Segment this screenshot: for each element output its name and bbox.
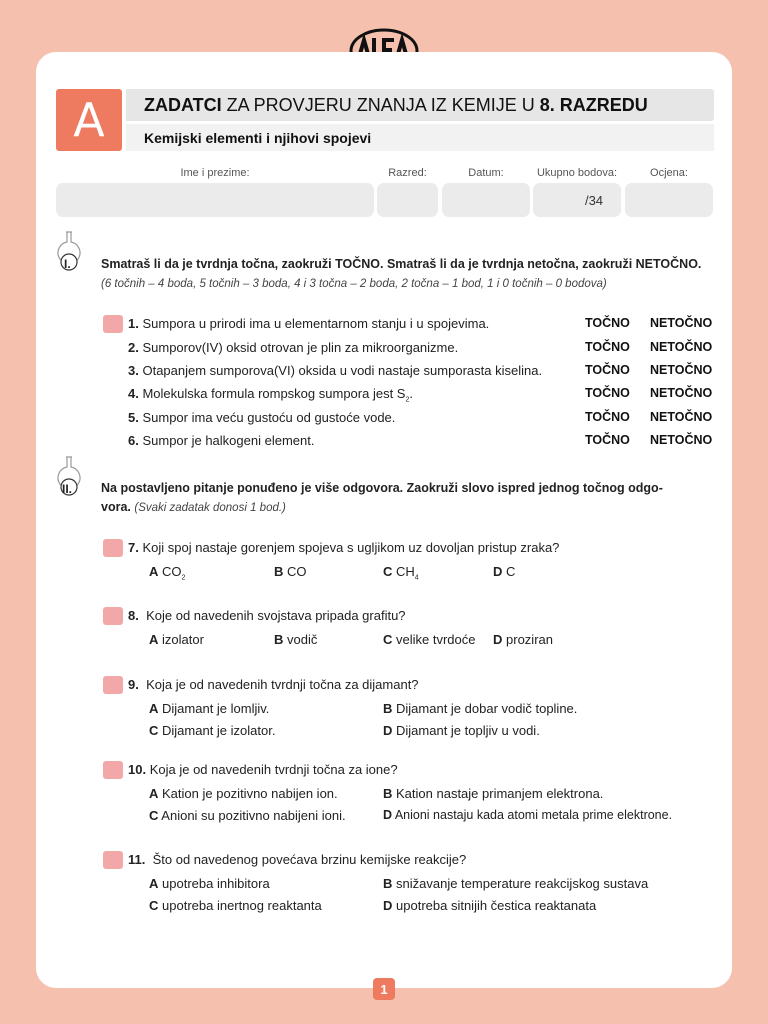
points-box[interactable]: [103, 851, 123, 869]
option-a[interactable]: A Dijamant je lomljiv.: [149, 701, 270, 716]
option-a[interactable]: A upotreba inhibitora: [149, 876, 270, 891]
page-subtitle: Kemijski elementi i njihovi spojevi: [126, 124, 714, 151]
false-option[interactable]: NETOČNO: [650, 433, 713, 447]
statement-6: 6. Sumpor je halkogeni element.: [128, 433, 315, 448]
class-label: Razred:: [388, 167, 427, 179]
total-label: Ukupno bodova:: [536, 167, 618, 179]
option-d[interactable]: D proziran: [493, 632, 553, 647]
option-b[interactable]: B vodič: [274, 632, 318, 647]
option-b[interactable]: B snižavanje temperature reakcijskog sustava: [383, 876, 649, 891]
grade-label: Ocjena:: [650, 167, 688, 179]
option-d[interactable]: D Dijamant je topljiv u vodi.: [383, 723, 540, 738]
option-d[interactable]: D Anioni nastaju kada atomi metala prime elektrone.: [383, 808, 673, 822]
question-9: 9. Koja je od navedenih tvrdnji točna za dijamant?: [128, 677, 419, 692]
points-box[interactable]: [103, 607, 123, 625]
false-option[interactable]: NETOČNO: [650, 316, 713, 330]
points-box[interactable]: [103, 761, 123, 779]
false-option[interactable]: NETOČNO: [650, 386, 713, 400]
question-10: 10. Koja je od navedenih tvrdnji točna za ione?: [128, 762, 398, 777]
option-c[interactable]: C Anioni su pozitivno nabijeni ioni.: [149, 808, 346, 823]
statement-2: 2. Sumporov(IV) oksid otrovan je plin za mikroorganizme.: [128, 340, 459, 355]
section-instruction: Smatraš li da je tvrdnja točna, zaokruži TOČNO. Smatraš li da je tvrdnja netočna, zaokruži NETOČNO.: [101, 257, 702, 271]
statement-3: 3. Otapanjem sumporova(VI) oksida u vodi nastaje sumporasta kiselina.: [128, 363, 543, 378]
total-points-field[interactable]: [533, 183, 621, 217]
page-number: 1: [373, 978, 395, 1000]
grade-field[interactable]: [625, 183, 713, 217]
statement-4: 4. Molekulska formula rompskog sumpora jest $S_2$.: [128, 386, 413, 404]
option-c[interactable]: C upotreba inertnog reaktanta: [149, 898, 322, 913]
option-c[interactable]: C velike tvrdoće: [383, 632, 476, 647]
option-a[interactable]: A izolator: [149, 632, 204, 647]
true-option[interactable]: TOČNO: [585, 340, 630, 354]
option-c[interactable]: C Dijamant je izolator.: [149, 723, 276, 738]
date-label: Datum:: [468, 167, 504, 179]
false-option[interactable]: NETOČNO: [650, 340, 713, 354]
option-b[interactable]: B Dijamant je dobar vodič topline.: [383, 701, 578, 716]
level-badge: A: [56, 89, 122, 151]
option-a[interactable]: A $CO_2$: [149, 564, 186, 582]
question-7: 7. Koji spoj nastaje gorenjem spojeva s ugljikom uz dovoljan pristup zraka?: [128, 540, 560, 555]
section-instruction: Na postavljeno pitanje ponuđeno je više odgovora. Zaokruži slovo ispred jednog točnog odgo-: [101, 481, 663, 495]
option-b[interactable]: B Kation nastaje primanjem elektrona.: [383, 786, 604, 801]
class-field[interactable]: [377, 183, 438, 217]
points-box[interactable]: [103, 539, 123, 557]
date-field[interactable]: [442, 183, 530, 217]
section-instruction-cont: vora. (Svaki zadatak donosi 1 bod.): [101, 500, 286, 514]
total-points-value: /34: [584, 192, 604, 208]
name-field[interactable]: [56, 183, 374, 217]
statement-5: 5. Sumpor ima veću gustoću od gustoće vode.: [128, 410, 396, 425]
question-8: 8. Koje od navedenih svojstava pripada grafitu?: [128, 608, 406, 623]
true-option[interactable]: TOČNO: [585, 433, 630, 447]
false-option[interactable]: NETOČNO: [650, 363, 713, 377]
false-option[interactable]: NETOČNO: [650, 410, 713, 424]
true-option[interactable]: TOČNO: [585, 386, 630, 400]
name-label: Ime i prezime:: [180, 167, 250, 179]
option-c[interactable]: C $CH_4$: [383, 564, 419, 582]
page-title: ZADATCI ZA PROVJERU ZNANJA IZ KEMIJE U 8. RAZREDU: [126, 89, 714, 121]
question-11: 11. Što od navedenog povećava brzinu kemijske reakcije?: [128, 852, 467, 867]
section-number: II.: [62, 482, 73, 496]
points-box[interactable]: [103, 315, 123, 333]
section-scoring: (6 točnih – 4 boda, 5 točnih – 3 boda, 4 i 3 točna – 2 boda, 2 točna – 1 bod, 1 i 0 točnih – 0 bodova): [101, 278, 607, 290]
option-d[interactable]: D C: [493, 564, 516, 579]
option-b[interactable]: B CO: [274, 564, 307, 579]
true-option[interactable]: TOČNO: [585, 316, 630, 330]
statement-1: 1. Sumpora u prirodi ima u elementarnom stanju i u spojevima.: [128, 316, 490, 331]
points-box[interactable]: [103, 676, 123, 694]
section-number: I.: [64, 257, 71, 271]
option-d[interactable]: D upotreba sitnijih čestica reaktanata: [383, 898, 597, 913]
true-option[interactable]: TOČNO: [585, 410, 630, 424]
true-option[interactable]: TOČNO: [585, 363, 630, 377]
option-a[interactable]: A Kation je pozitivno nabijen ion.: [149, 786, 338, 801]
